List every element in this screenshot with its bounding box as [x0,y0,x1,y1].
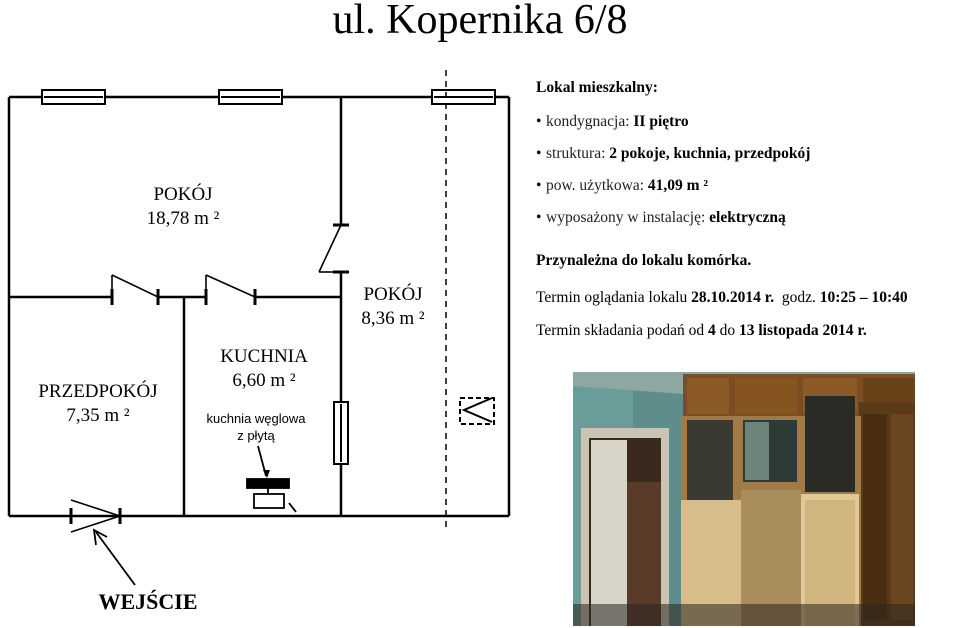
info-viewing-line: Termin oglądania lokalu 28.10.2014 r. godz. 10:25 – 10:40 [536,289,908,306]
room-kuchnia-name: KUCHNIA [220,346,308,367]
info-bullet-floor: • kondygnacja: II piętro [536,113,689,130]
entrance-label: WEJŚCIE [98,589,198,614]
info-bullet-installation: • wyposażony w instalację: elektryczną [536,209,786,226]
room-kuchnia-area: 6,60 m ² [232,370,296,391]
room-pokoj-1-area: 18,78 m ² [146,208,220,229]
room-przedpokoj-name: PRZEDPOKÓJ [38,381,158,402]
info-bullet-structure: • struktura: 2 pokoje, kuchnia, przedpokój [536,145,811,162]
stove-symbol [247,446,296,512]
info-heading: Lokal mieszkalny: [536,79,658,96]
entrance-arrow [94,530,135,585]
info-submission-line: Termin składania podań od 4 do 13 listopada 2014 r. [536,322,867,339]
apartment-photo [573,372,915,626]
room-pokoj-2-area: 8,36 m ² [361,308,425,329]
room-pokoj-2-name: POKÓJ [363,284,423,305]
info-note: Przynależna do lokalu komórka. [536,252,752,269]
kuchnia-note-1: kuchnia węglowa [206,411,306,426]
page-title: ul. Kopernika 6/8 [332,0,628,43]
room-pokoj-1-name: POKÓJ [153,184,213,205]
kuchnia-note-2: z płytą [237,428,275,443]
info-bullet-area: • pow. użytkowa: 41,09 m ² [536,177,709,194]
room-przedpokoj-area: 7,35 m ² [66,405,130,426]
chimney-symbol [460,398,494,424]
